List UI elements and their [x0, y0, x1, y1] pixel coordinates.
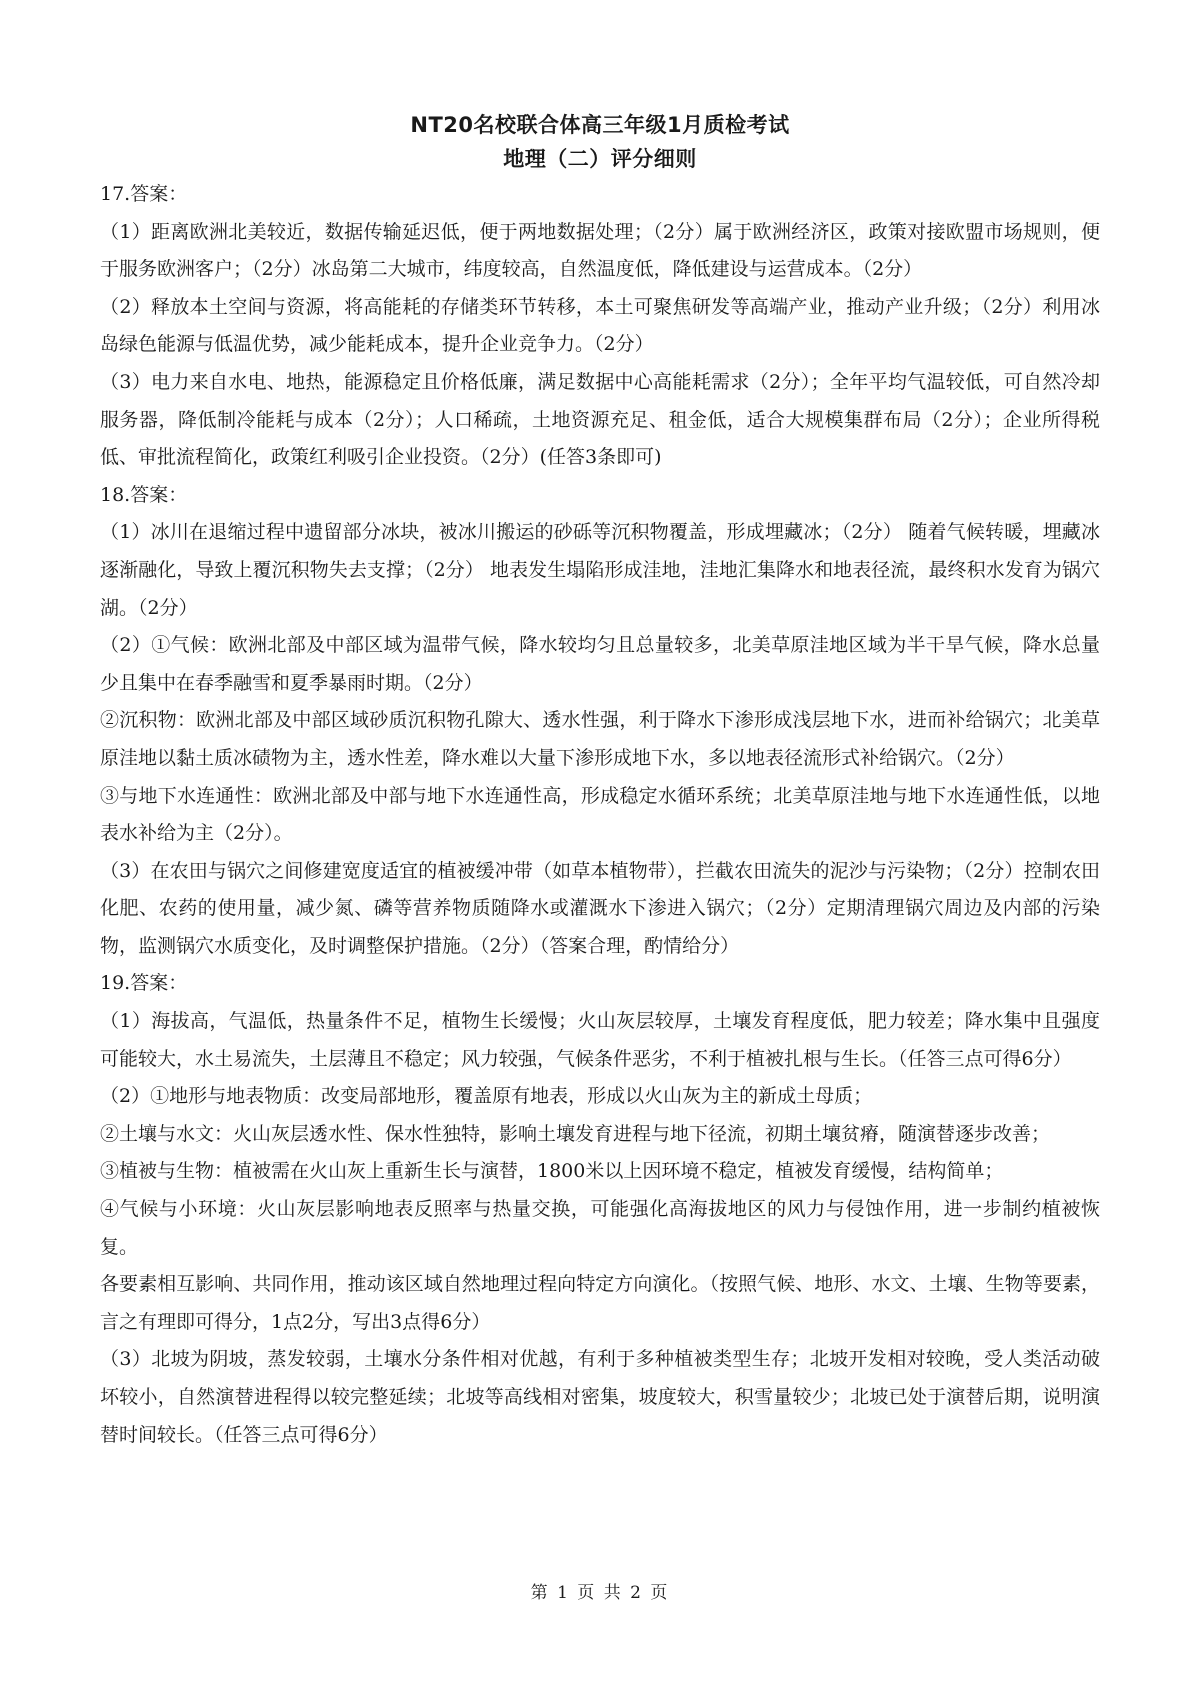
- answer-19-part-3: （3）北坡为阴坡，蒸发较弱，土壤水分条件相对优越，有利于多种植被类型生存；北坡开发相对较晚，受人类活动破坏较小，自然演替进程得以较完整延续；北坡等高线相对密集，坡度较大，积雪量较少；北坡已处于演替后期，说明演替时间较长。（任答三点可得6分）: [100, 1348, 1100, 1446]
- answer-19-part-2-landform: （2）①地形与地表物质：改变局部地形，覆盖原有地表，形成以火山灰为主的新成土母质；: [100, 1085, 873, 1108]
- answer-17-part-2: （2）释放本土空间与资源，将高能耗的存储类环节转移，本土可聚焦研发等高端产业，推动产业升级；（2分）利用冰岛绿色能源与低温优势，减少能耗成本，提升企业竞争力。（2分）: [100, 295, 1100, 356]
- answer-17-part-3: （3）电力来自水电、地热，能源稳定且价格低廉，满足数据中心高能耗需求（2分）；全年平均气温较低，可自然冷却服务器，降低制冷能耗与成本（2分）；人口稀疏，土地资源充足、租金低，适合大规模集群布局（2分）；企业所得税低、审批流程简化，政策红利吸引企业投资。（2分）(任答3条即可): [100, 370, 1100, 469]
- answer-18-part-3: （3）在农田与锅穴之间修建宽度适宜的植被缓冲带（如草本植物带），拦截农田流失的泥沙与污染物；（2分）控制农田化肥、农药的使用量，减少氮、磷等营养物质随降水或灌溉水下渗进入锅穴；（2分）定期清理锅穴周边及内部的污染物，监测锅穴水质变化，及时调整保护措施。（2分）（答案合理，酌情给分）: [100, 859, 1100, 957]
- question-17-heading: 17.答案：: [100, 183, 188, 205]
- answer-19-part-1: （1）海拔高，气温低，热量条件不足，植物生长缓慢；火山灰层较厚，土壤发育程度低，肥力较差；降水集中且强度可能较大，水土易流失，土层薄且不稳定；风力较强，气候条件恶劣，不利于植被扎根与生长。（任答三点可得6分）: [100, 1010, 1100, 1070]
- answer-19-part-2-climate: ④气候与小环境：火山灰层影响地表反照率与热量交换，可能强化高海拔地区的风力与侵蚀作用，进一步制约植被恢复。: [100, 1198, 1100, 1258]
- answer-18-part-1: （1）冰川在退缩过程中遗留部分冰块，被冰川搬运的砂砾等沉积物覆盖，形成埋藏冰；（2分） 随着气候转暖，埋藏冰逐渐融化，导致上覆沉积物失去支撑；（2分） 地表发生塌陷形成洼地，洼地汇集降水和地表径流，最终积水发育为锅穴湖。（2分）: [100, 521, 1100, 619]
- answer-17-part-1: （1）距离欧洲北美较近，数据传输延迟低，便于两地数据处理；（2分）属于欧洲经济区，政策对接欧盟市场规则，便于服务欧洲客户；（2分）冰岛第二大城市，纬度较高，自然温度低，降低建设与运营成本。（2分）: [100, 220, 1100, 281]
- document-title: NT20名校联合体高三年级1月质检考试: [410, 113, 790, 137]
- document-subtitle: 地理（二）评分细则: [503, 147, 697, 171]
- question-19-heading: 19.答案：: [100, 972, 188, 995]
- answer-19-part-2-soil-water: ②土壤与水文：火山灰层透水性、保水性独特，影响土壤发育进程与地下径流，初期土壤贫瘠，随演替逐步改善；: [100, 1122, 1051, 1145]
- answer-18-part-2-climate: （2）①气候：欧洲北部及中部区域为温带气候，降水较均匀且总量较多，北美草原洼地区域为半干旱气候，降水总量少且集中在春季融雪和夏季暴雨时期。（2分）: [100, 634, 1100, 694]
- answer-18-part-2-sediment: ②沉积物：欧洲北部及中部区域砂质沉积物孔隙大、透水性强，利于降水下渗形成浅层地下水，进而补给锅穴；北美草原洼地以黏土质冰碛物为主，透水性差，降水难以大量下渗形成地下水，多以地表径流形式补给锅穴。（2分）: [100, 709, 1100, 769]
- page-number: 第 1 页 共 2 页: [530, 1583, 670, 1603]
- answer-19-part-2-vegetation: ③植被与生物：植被需在火山灰上重新生长与演替，1800米以上因环境不稳定，植被发育缓慢，结构简单；: [100, 1160, 1004, 1183]
- answer-19-part-2-summary: 各要素相互影响、共同作用，推动该区域自然地理过程向特定方向演化。（按照气候、地形、水文、土壤、生物等要素，言之有理即可得分，1点2分，写出3点得6分）: [100, 1273, 1100, 1333]
- answer-content: [100, 176, 1100, 1454]
- question-18-heading: 18.答案：: [100, 483, 188, 506]
- answer-18-part-2-groundwater: ③与地下水连通性：欧洲北部及中部与地下水连通性高，形成稳定水循环系统；北美草原洼地与地下水连通性低，以地表水补给为主（2分）。: [100, 784, 1100, 845]
- answer-sheet-page: [100, 108, 1100, 1454]
